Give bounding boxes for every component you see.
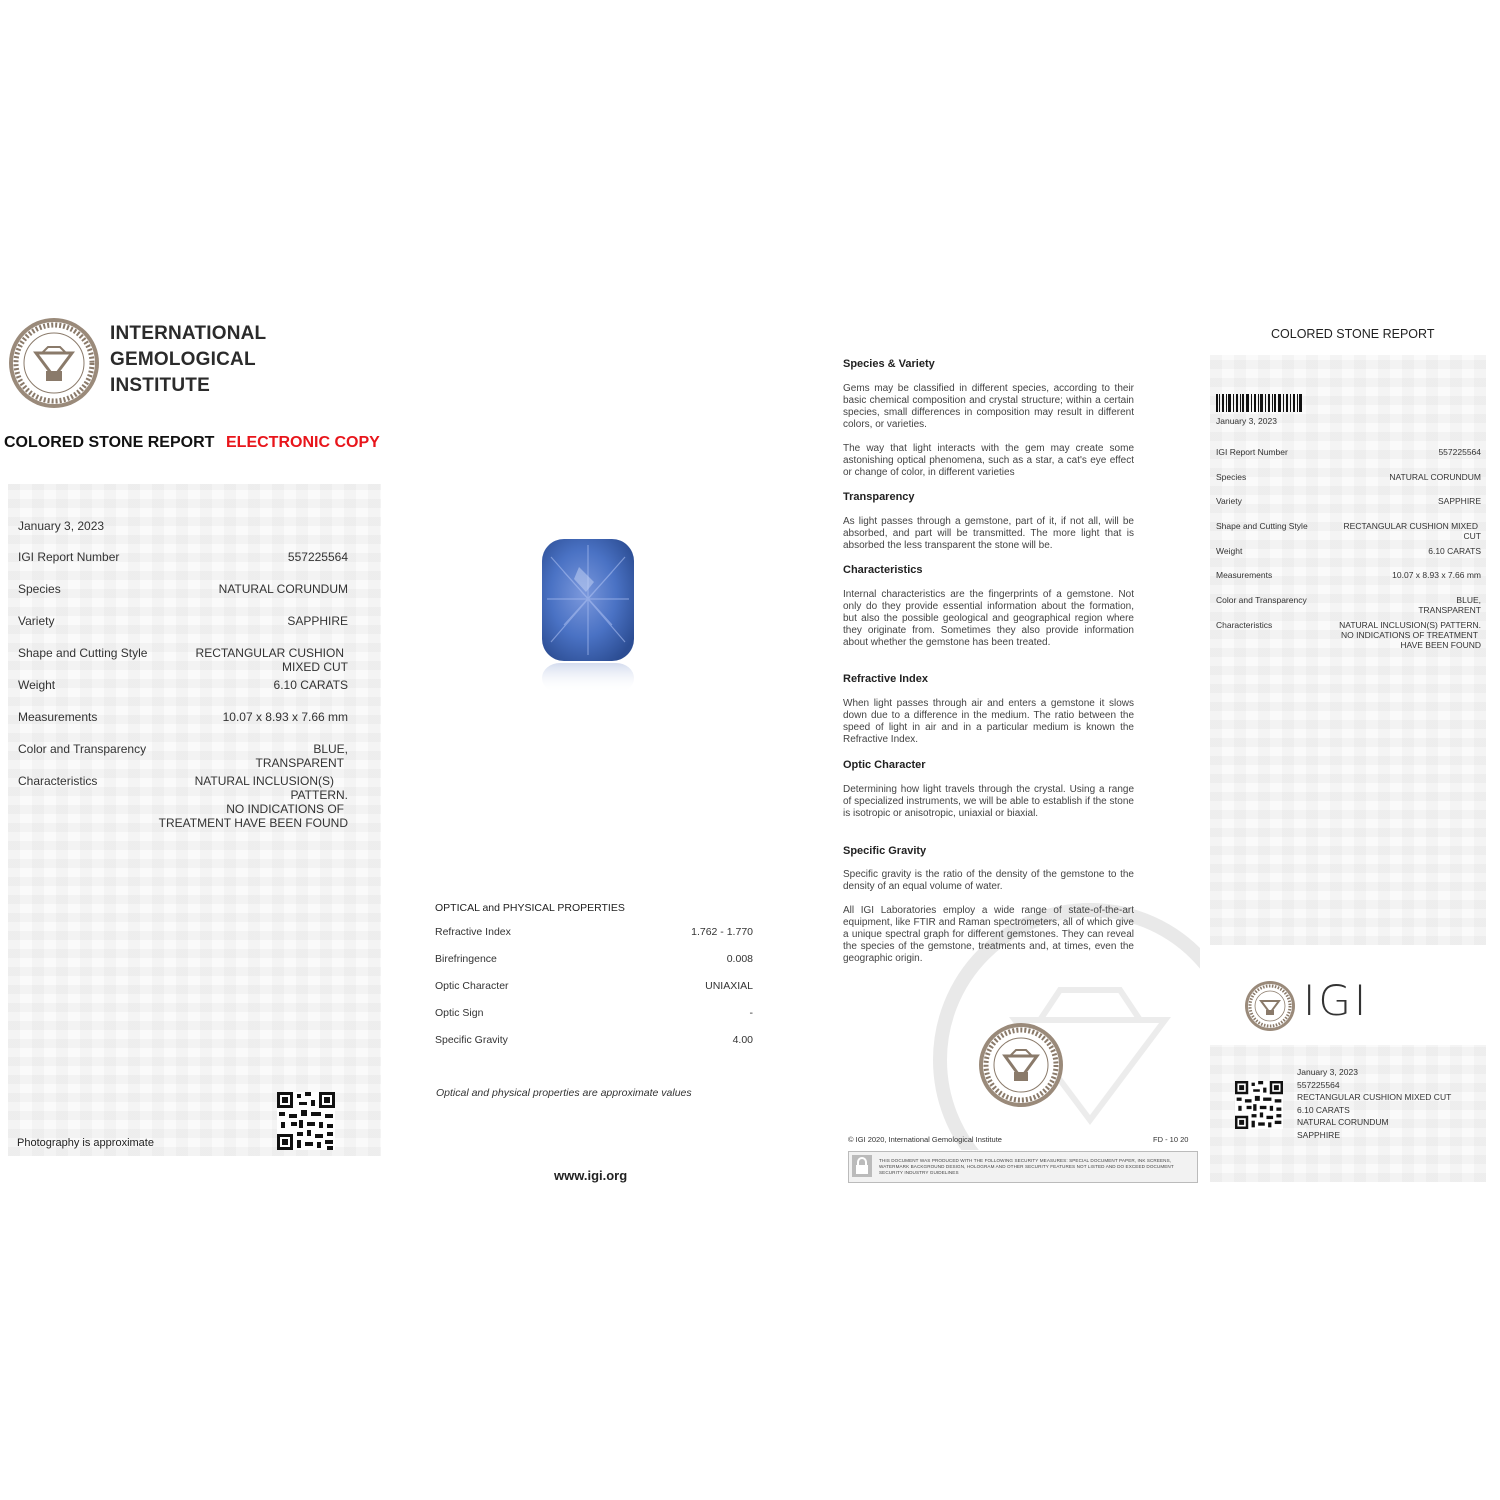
section-paragraph: Specific gravity is the ratio of the density of the gemstone to the density of an equal volume of water. [843,869,1134,892]
property-value: 4.00 [732,1034,753,1046]
security-notice-text: THIS DOCUMENT WAS PRODUCED WITH THE FOLLOWING SECURITY MEASURES: SPECIAL DOCUMENT PAPER, INK SCREENS, WATERMARK BACKGROUND DESIGN, HOLOGRAM AND OTHER SECURITY FEATURES NOT LISTED AND DO EXCEED DOCUMENT SECURITY INDUSTRY GUIDELINES [879,1158,1174,1175]
section-paragraph: Gems may be classified in different species, according to their basic chemical composition and crystal structure; within a certain species, small differences in composition may result in different colors, or varieties. [843,383,1134,430]
field-value: 557225564 [1438,447,1481,457]
field-value-line: PATTERN. [290,788,348,802]
gemstone-photo [539,537,639,702]
summary-line: RECTANGULAR CUSHION MIXED CUT [1297,1092,1452,1102]
field-value: 6.10 CARATS [1428,546,1481,556]
approximation-note: Optical and physical properties are approximate values [436,1087,692,1099]
summary-line: January 3, 2023 [1297,1067,1358,1077]
field-value-line: TREATMENT HAVE BEEN FOUND [158,816,348,830]
section-paragraph: The way that light interacts with the gem may create some astonishing optical phenomena, such as a star, a cat's eye effect or change of color, in different varieties [843,443,1134,478]
section-paragraph: All IGI Laboratories employ a wide range of state-of-the-art equipment, like FTIR and Raman spectrometers, all of which give a unique spectral graph for different gemstones. They can reveal the species of the gemstone, treatments and, at times, even the geographic origin. [843,905,1134,964]
property-label: Birefringence [435,953,497,965]
field-value-line: RECTANGULAR CUSHION [195,646,344,660]
watermark-background-right [1210,355,1486,945]
field-value [1331,595,1481,615]
website-link[interactable]: www.igi.org [554,1168,628,1183]
field-label: Measurements [18,710,98,724]
qr-code-right [1235,1081,1283,1134]
section-heading: Species & Variety [843,358,935,370]
field-value: SAPPHIRE [1438,496,1481,506]
field-label: IGI Report Number [18,550,120,564]
summary-line: 557225564 [1297,1079,1340,1090]
property-label: Specific Gravity [435,1034,508,1046]
section-heading: Transparency [843,491,915,503]
igi-logo-seal [1244,980,1296,1032]
field-value-line: BLUE, [1456,595,1481,605]
summary-line: 6.10 CARATS [1297,1104,1350,1115]
section-paragraph: When light passes through air and enters a gemstone it slows down due to a difference in the medium. The ratio between the speed of light in air and in a particular medium is known the Refractive Index. [843,698,1134,745]
property-label: Refractive Index [435,926,511,938]
field-label: Characteristics [18,774,98,788]
field-value-line: BLUE, [313,742,348,756]
section-heading: Characteristics [843,564,923,576]
report-date: January 3, 2023 [18,519,105,533]
field-value-line: TRANSPARENT [1418,605,1481,615]
copyright-text: © IGI 2020, International Gemological Institute [848,1135,1002,1144]
field-value-line: HAVE BEEN FOUND [1400,640,1481,650]
field-value [158,774,348,830]
field-value: 557225564 [287,550,348,564]
field-label: Species [18,582,61,596]
field-label: IGI Report Number [1216,447,1288,457]
electronic-copy-label: ELECTRONIC COPY [226,434,380,451]
field-value-line: NATURAL INCLUSION(S) PATTERN. [1339,620,1481,630]
field-value-line: TRANSPARENT [255,756,344,770]
field-value: 10.07 x 8.93 x 7.66 mm [222,710,348,724]
field-value: 10.07 x 8.93 x 7.66 mm [1392,570,1481,580]
field-label: Variety [1216,496,1242,506]
photo-note: Photography is approximate [17,1137,154,1149]
security-notice-box [848,1151,1198,1183]
section-heading: Refractive Index [843,673,928,685]
org-name-line: INSTITUTE [110,375,210,396]
org-name-line: INTERNATIONAL [110,323,267,344]
igi-seal-logo [8,317,100,409]
section-paragraph: Determining how light travels through the crystal. Using a range of specialized instruments, we will be able to establish if the stone is isotropic or anisotropic, uniaxial or biaxial. [843,784,1134,819]
field-label: Color and Transparency [18,742,147,756]
field-value: 6.10 CARATS [273,678,348,692]
field-label: Weight [18,678,56,692]
property-value: UNIAXIAL [705,980,753,992]
report-date-right: January 3, 2023 [1216,416,1277,426]
barcode [1216,394,1302,417]
igi-logo-text: IGI [1303,976,1370,1025]
summary-line: NATURAL CORUNDUM [1297,1117,1389,1127]
field-label: Measurements [1216,570,1273,580]
field-value-line: MIXED CUT [282,660,348,674]
property-value: 1.762 - 1.770 [691,926,753,938]
form-code: FD - 10 20 [1153,1135,1189,1144]
field-value: NATURAL CORUNDUM [1389,472,1481,482]
org-name [110,321,266,399]
section-heading: Optic Character [843,759,926,771]
field-label: Species [1216,472,1247,482]
section-paragraph: Internal characteristics are the fingerprints of a gemstone. Not only do they provide essential information about the formation, but also the possible geological and geographical region where they originate from. Sometimes they also provide information about whether the gemstone has been treated. [843,589,1134,648]
field-value: SAPPHIRE [287,614,348,628]
field-value-line: CUT [1463,531,1481,541]
qr-code-left [277,1092,335,1155]
section-heading: Specific Gravity [843,845,927,857]
lock-icon [852,1155,872,1177]
field-value [1331,521,1481,541]
field-value-line: RECTANGULAR CUSHION MIXED [1343,521,1478,531]
field-value [158,742,348,770]
report-title: COLORED STONE REPORT [4,434,215,451]
field-label: Shape and Cutting Style [18,646,148,660]
field-value: NATURAL CORUNDUM [218,582,348,596]
optical-properties-heading: OPTICAL and PHYSICAL PROPERTIES [435,902,625,914]
report-title-right: COLORED STONE REPORT [1271,327,1435,341]
property-value: - [749,1007,753,1019]
field-value [158,646,348,674]
field-label: Variety [18,614,55,628]
org-name-line: GEMOLOGICAL [110,349,256,370]
property-label: Optic Sign [435,1007,484,1019]
field-label: Characteristics [1216,620,1273,630]
section-paragraph: As light passes through a gemstone, part of it, if not all, will be absorbed, and part will be transmitted. The more light that is absorbed the less transparent the stone will be. [843,516,1134,551]
field-value [1331,620,1481,650]
field-value-line: NATURAL INCLUSION(S) [194,774,334,788]
igi-seal-small [978,1022,1064,1108]
field-label: Weight [1216,546,1243,556]
summary-line: SAPPHIRE [1297,1129,1340,1140]
summary-block [1297,1066,1451,1141]
field-value-line: NO INDICATIONS OF [226,802,344,816]
property-value: 0.008 [726,953,753,965]
field-label: Color and Transparency [1216,595,1307,605]
field-value-line: NO INDICATIONS OF TREATMENT [1341,630,1478,640]
field-label: Shape and Cutting Style [1216,521,1308,531]
property-label: Optic Character [435,980,509,992]
